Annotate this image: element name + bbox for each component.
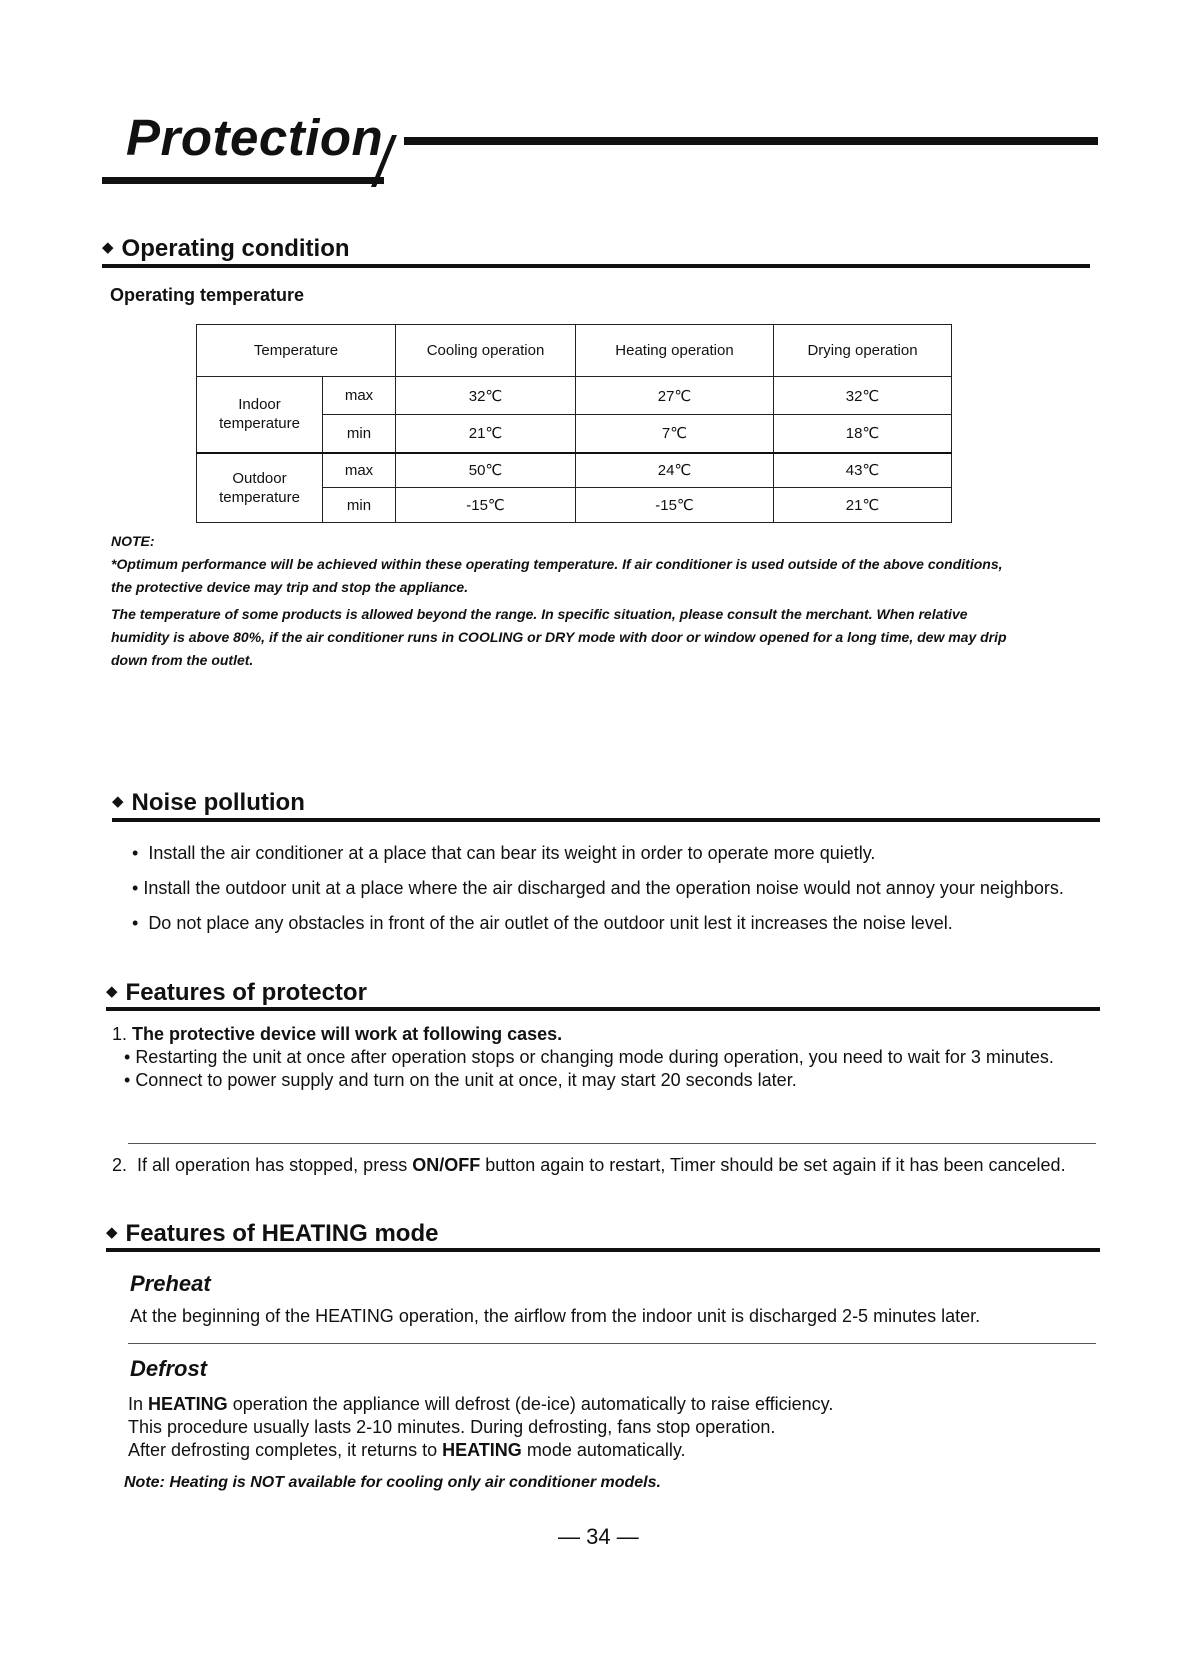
table-cell: 18℃	[774, 415, 952, 453]
diamond-bullet-icon: ◆	[106, 982, 118, 1000]
note-paragraph: The temperature of some products is allowed beyond the range. In specific situation, please consult the merchant. When relative humidity is above 80%, if the air conditioner runs in COOLING or DRY mode with door or window opened for a long time, dew may drip down from the outlet.	[111, 606, 1007, 668]
page-number: — 34 —	[558, 1524, 639, 1549]
heating-note: Note: Heating is NOT available for cooling only air conditioner models.	[124, 1474, 661, 1491]
operating-temperature-subheading: Operating temperature	[110, 285, 305, 305]
divider	[128, 1343, 1096, 1344]
item-title: The protective device will work at following cases.	[132, 1024, 563, 1044]
section-rule	[106, 1007, 1100, 1011]
section-features-heating	[106, 1222, 438, 1246]
row-label: Outdoor temperature	[219, 469, 300, 506]
item-number: 1.	[112, 1024, 128, 1044]
outdoor-label-cell	[197, 453, 323, 523]
table-cell: -15℃	[576, 488, 774, 523]
note-label: NOTE:	[111, 533, 155, 549]
list-item-text: Install the outdoor unit at a place where the air discharged and the operation noise would not annoy your neighbors.	[143, 878, 1064, 898]
protector-item-title	[112, 1023, 1072, 1046]
section-operating-condition	[102, 237, 350, 261]
section-noise-pollution	[112, 791, 305, 815]
item-text: If all operation has stopped, press	[137, 1155, 413, 1175]
table-cell: 21℃	[396, 415, 576, 453]
title-top-rule	[404, 137, 1098, 145]
table-cell: 21℃	[774, 488, 952, 523]
max-label-cell: max	[323, 453, 396, 488]
title-underline	[102, 177, 384, 184]
diamond-bullet-icon: ◆	[112, 792, 124, 810]
table-cell: 50℃	[396, 453, 576, 488]
operating-temperature-table	[196, 324, 952, 523]
table-header-cell: Temperature	[197, 325, 396, 377]
indoor-label-cell	[197, 377, 323, 453]
table-header-row	[197, 325, 952, 377]
section-features-protector	[106, 981, 367, 1005]
section-rule	[112, 818, 1100, 822]
list-item-text: Install the air conditioner at a place that can bear its weight in order to operate more quietly.	[148, 843, 876, 863]
table-cell: 24℃	[576, 453, 774, 488]
section-rule	[106, 1248, 1100, 1252]
defrost-line: After defrosting completes, it returns to HEATING mode automatically.	[128, 1440, 686, 1460]
defrost-line: In HEATING operation the appliance will defrost (de-ice) automatically to raise efficiency.	[128, 1394, 834, 1414]
page-title: Protection	[126, 109, 384, 166]
divider	[128, 1143, 1096, 1144]
table-row	[197, 453, 952, 488]
row-label: Indoor temperature	[219, 396, 300, 433]
list-item: • Restarting the unit at once after operation stops or changing mode during operation, you need to wait for 3 minutes.	[124, 1047, 1054, 1067]
section-heading: Features of protector	[125, 979, 367, 1006]
diamond-bullet-icon: ◆	[106, 1223, 118, 1241]
note-paragraph: *Optimum performance will be achieved within these operating temperature. If air conditioner is used outside of the above conditions, the protective device may trip and stop the appliance.	[111, 556, 1003, 595]
section-heading: Operating condition	[121, 235, 350, 262]
defrost-text	[128, 1393, 1108, 1462]
table-cell: -15℃	[396, 488, 576, 523]
min-label-cell: min	[323, 488, 396, 523]
table-header-cell: Cooling operation	[396, 325, 576, 377]
table-header-cell: Drying operation	[774, 325, 952, 377]
list-item-text: Connect to power supply and turn on the unit at once, it may start 20 seconds later.	[135, 1070, 797, 1090]
defrost-line: This procedure usually lasts 2-10 minutes. During defrosting, fans stop operation.	[128, 1417, 776, 1437]
table-cell: 32℃	[396, 377, 576, 415]
defrost-title: Defrost	[130, 1356, 208, 1381]
protector-item-1	[112, 1023, 1072, 1092]
table-cell: 43℃	[774, 453, 952, 488]
list-item-text: Restarting the unit at once after operation stops or changing mode during operation, you need to wait for 3 minutes.	[135, 1047, 1054, 1067]
section-heading: Noise pollution	[131, 789, 305, 816]
preheat-text: At the beginning of the HEATING operation, the airflow from the indoor unit is discharged 2-5 minutes later.	[130, 1306, 981, 1326]
min-label-cell: min	[323, 415, 396, 453]
noise-list	[132, 842, 1092, 935]
item-text: button again to restart, Timer should be set again if it has been canceled.	[480, 1155, 1066, 1175]
max-label-cell: max	[323, 377, 396, 415]
list-item: • Do not place any obstacles in front of the air outlet of the outdoor unit lest it increases the noise level.	[132, 913, 953, 933]
on-off-label: ON/OFF	[412, 1155, 481, 1175]
table-header-cell: Heating operation	[576, 325, 774, 377]
protector-item-2	[112, 1154, 1100, 1177]
list-item: • Connect to power supply and turn on the unit at once, it may start 20 seconds later.	[124, 1070, 797, 1090]
table-cell: 27℃	[576, 377, 774, 415]
list-item: • Install the air conditioner at a place that can bear its weight in order to operate more quietly.	[132, 843, 876, 863]
item-number: 2.	[112, 1155, 128, 1175]
operating-note	[111, 530, 1011, 672]
table-cell: 32℃	[774, 377, 952, 415]
list-item: • Install the outdoor unit at a place where the air discharged and the operation noise would not annoy your neighbors.	[132, 878, 1064, 898]
list-item-text: Do not place any obstacles in front of the air outlet of the outdoor unit lest it increases the noise level.	[148, 913, 953, 933]
section-rule	[102, 264, 1090, 268]
table-cell: 7℃	[576, 415, 774, 453]
diamond-bullet-icon: ◆	[102, 238, 114, 256]
preheat-title: Preheat	[130, 1271, 211, 1296]
section-heading: Features of HEATING mode	[125, 1220, 439, 1247]
table-row	[197, 377, 952, 415]
